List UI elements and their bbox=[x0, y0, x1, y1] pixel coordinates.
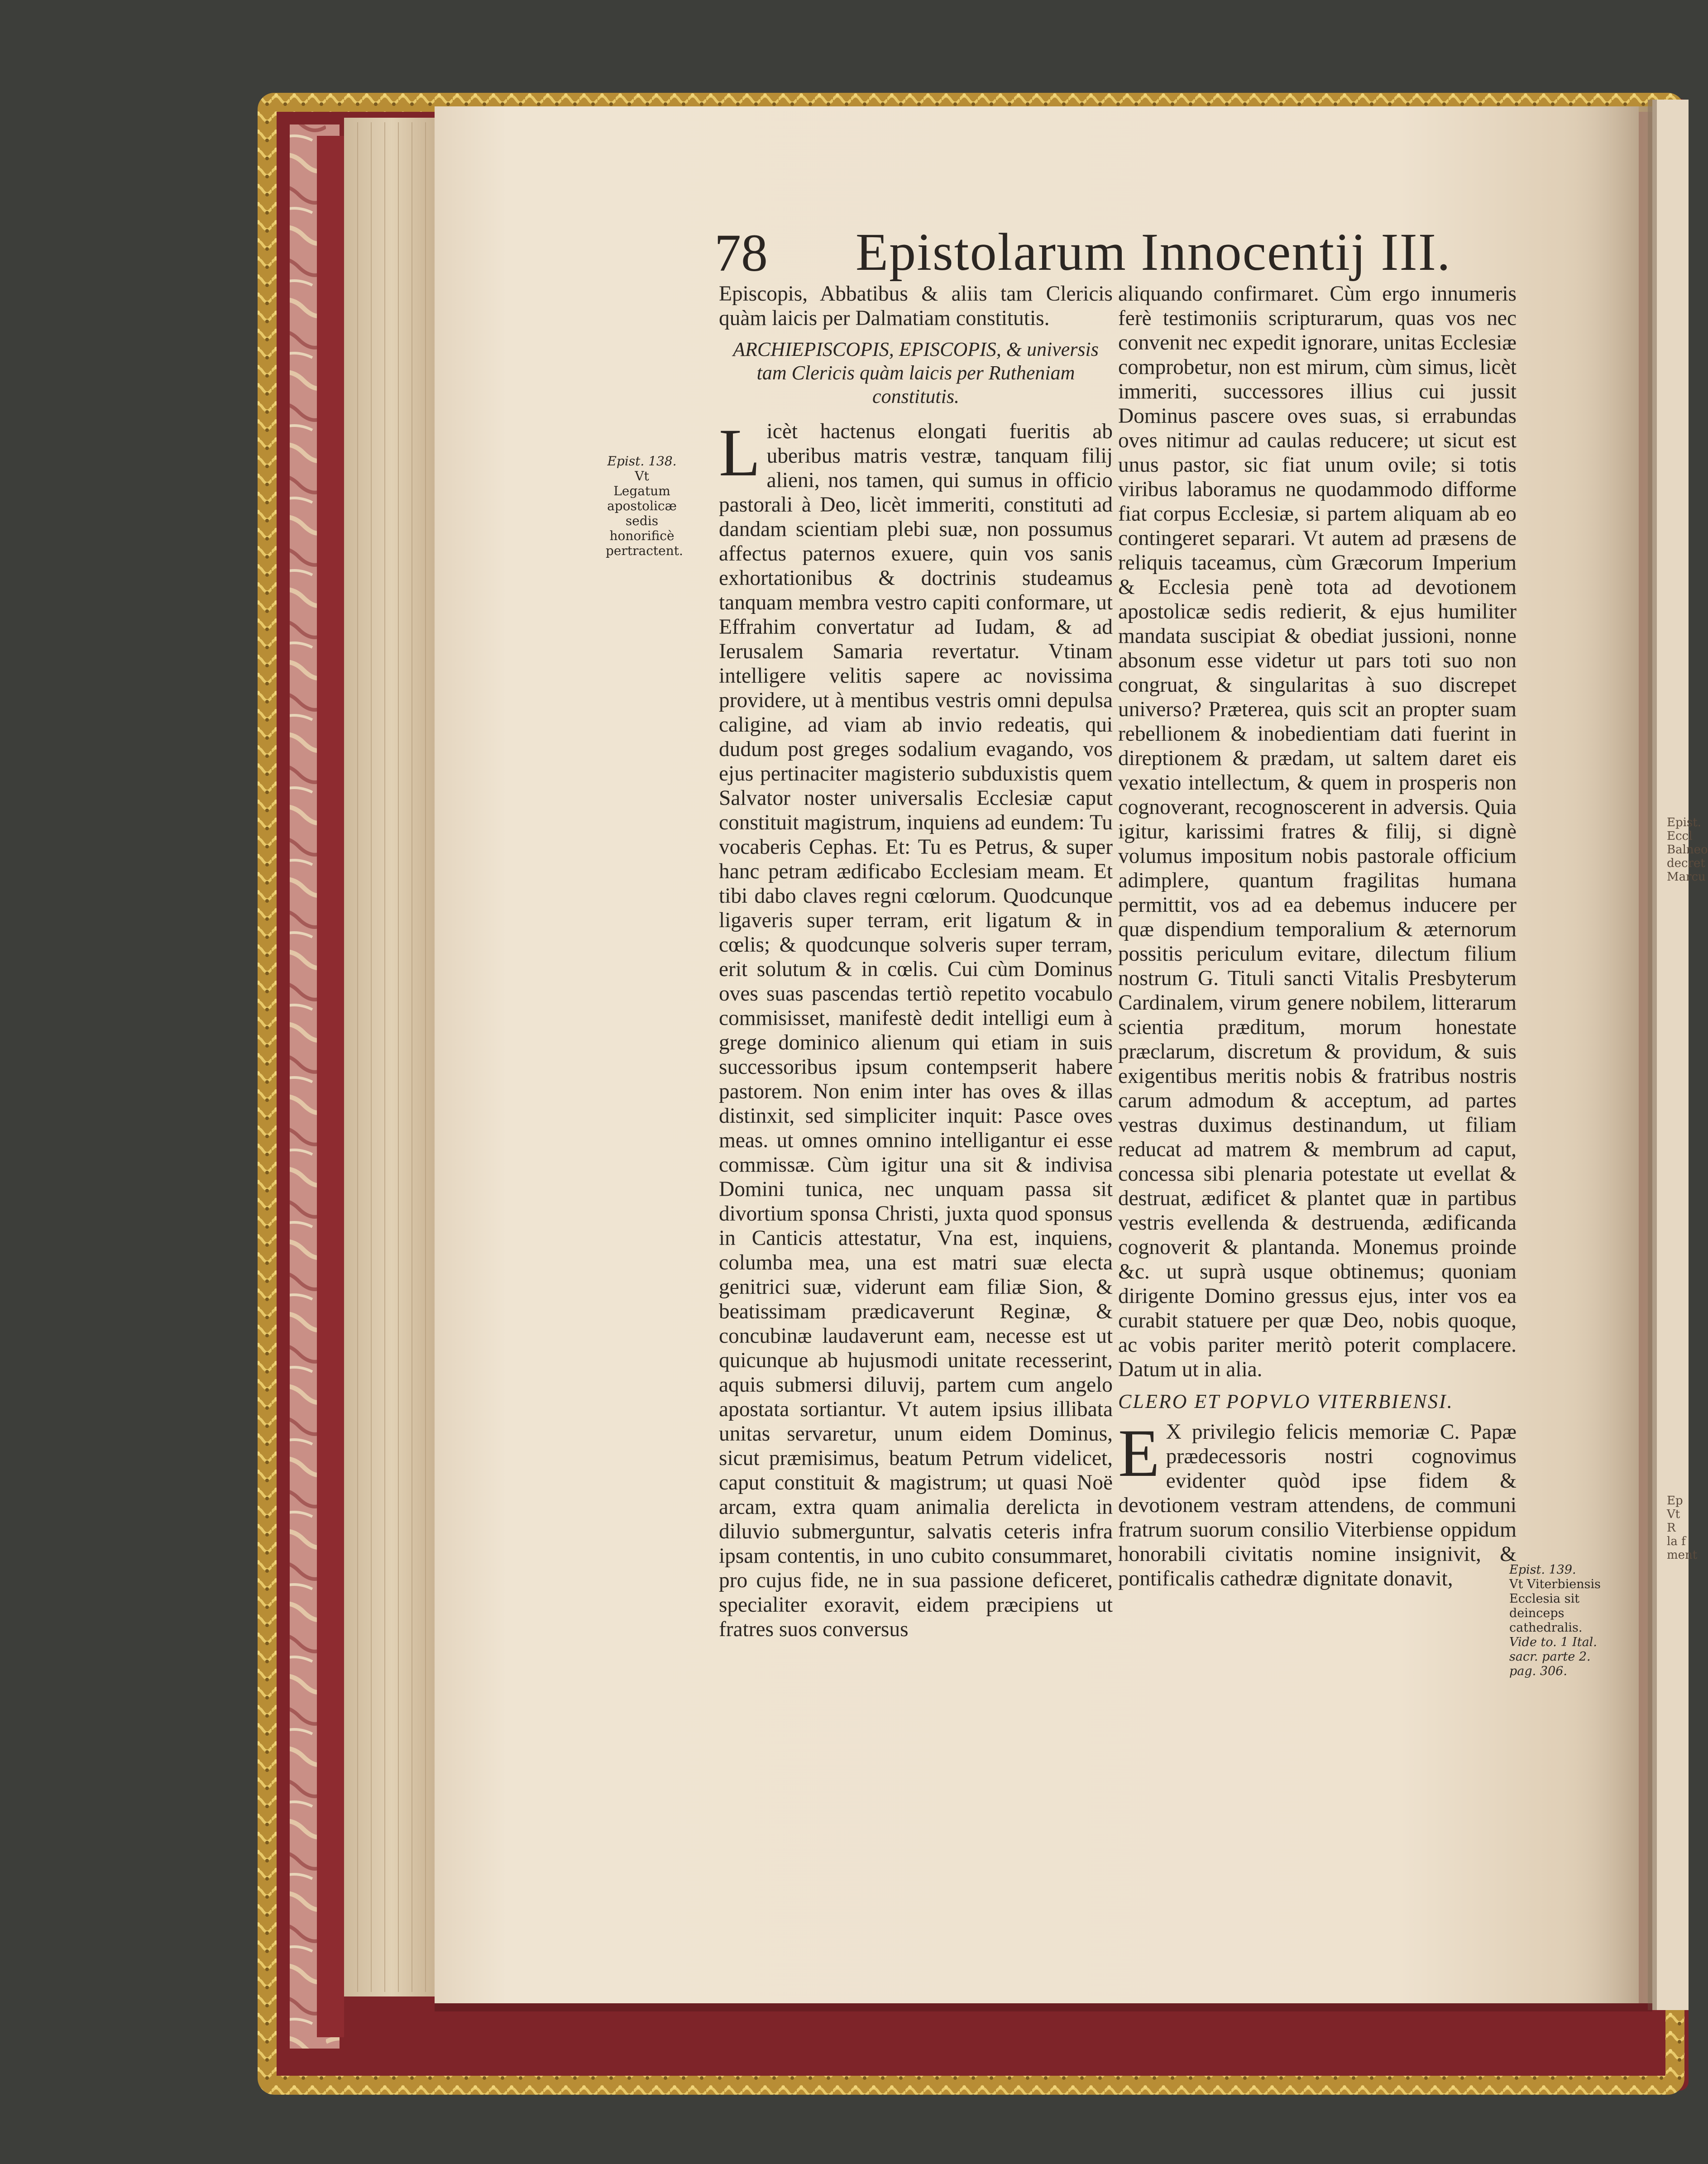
letter-continuation-text: aliquando confirmaret. Cùm ergo innumeris ferè testimoniis scripturarum, quas vos nec convenit nec expedit ignorare, unitas Ecclesiæ comprobetur, non est mirum, cùm simus, licèt immeriti, successores illius cui jussit Dominus pascere oves suas, si errabundas oves nitimur ad caulas reducere; ut sicut est unus pastor, sic fiat unum ovile; si totis viribus laboramus ne quodammodo difforme fiat corpus Ecclesiæ, si partem aliquam ab eo contingeret separari. Vt autem ad præsens de reliquis taceamus, cùm Græcorum Imperium & Ecclesia penè tota ad devotionem apostolicæ sedis redierit, & ejus humiliter mandata suscipiat & obediat jussioni, nonne absonum esse videtur ut pars toti suo non congruat, & singularitas à suo discrepet universo? Præterea, quis scit an propter suam rebellionem & inobedientiam dati fuerint in direptionem & prædam, ut saltem daret eis vexatio intellectum, & quem in prosperis non cognoverant, recognoscerent in adversis. Quia igitur, karissimi fratres & filij, si dignè volumus impositum nobis pastorale officium adimplere, quantum fragilitas humana permittit, vos ad ea debemus inducere per quæ dispendium temporalium & æternorum possitis periculum evitare, dilectum filium nostrum G. Tituli sancti Vitalis Presbyterum Cardinalem, virum genere nobilem, litterarum scientia præditum, morum honestate præclarum, discretum & providum, & suis exigentibus meritis nobis & fratribus nostris carum admodum & acceptum, ad partes vestras duximus destinandum, ut filiam reducat ad matrem & membrum ad caput, concessa sibi plenaria potestate ut evellat & destruat, ædificet & plantet quæ in partibus vestris evellenda & destruenda, ædificanda cognoverit & plantanda. Monemus proinde &c. ut suprà usque obtinemus; quoniam dirigente Domino gressus ejus, inter vos ea curabit statuere per quæ Deo, nobis quoque, ac vobis pariter meritò poterit complacere. Datum ut in alia. bbox=[1118, 282, 1517, 1381]
drop-cap-e: E bbox=[1118, 1416, 1160, 1491]
margin-note-text: Vt Legatum apostolicæ sedis honorificè pertractent. bbox=[606, 469, 683, 558]
margin-note-text: Vt Viterbiensis Ecclesia sit deinceps cathedralis. bbox=[1509, 1577, 1601, 1635]
letter-body-viterbo bbox=[1118, 1416, 1517, 1591]
section-heading-viterbo: CLERO ET POPVLO VITERBIENSI. bbox=[1118, 1390, 1454, 1412]
page-number: 78 bbox=[714, 223, 768, 282]
right-column bbox=[1118, 282, 1517, 1591]
next-page-margin-note-2: Ep Vt R la f ment bbox=[1667, 1494, 1698, 1562]
left-column bbox=[719, 282, 1113, 1642]
margin-note-epist-139 bbox=[1509, 1563, 1618, 1679]
letter-body-ruthenia bbox=[719, 415, 1113, 1642]
letter-body-ruthenia-text: icèt hactenus elongati fueritis ab uberibus matris vestræ, tanquam filij alieni, nos tamen, qui sumus in officio pastorali à Deo, licèt immeriti, constituti ad dandam scientiam plebi suæ, non possumus affectus paternos exuere, quin vos sanis exhortationibus & doctrinis studeamus tanquam membra vestro capiti conformare, ut Effrahim convertatur ad Iudam, & ad Ierusalem Samaria revertatur. Vtinam intelligere velitis sapere ac novissima providere, ut à mentibus vestris omni depulsa caligine, ad viam ab invio redeatis, qui dudum post greges sodalium evagando, vos ejus pertinaciter magisterio subduxistis quem Salvator noster universalis Ecclesiæ caput constituit magistrum, inquiens ad eundem: Tu vocaberis Cephas. Et: Tu es Petrus, & super hanc petram ædificabo Ecclesiam meam. Et tibi dabo claves regni cœlorum. Quodcunque ligaveris super terram, erit ligatum & in cœlis; & quodcunque solveris super terram, erit solutum & in cœlis. Cui cùm Dominus oves suas pascendas tertiò repetito vocabulo commisisset, manifestè dedit intelligi eum à grege dominico alienum qui etiam in suis successoribus ipsum contempserit habere pastorem. Non enim inter has oves & illas distinxit, sed simpliciter inquit: Pasce oves meas. ut omnes omnino intelligantur ei esse commissæ. Cùm igitur una sit & indivisa Domini tunica, nec unquam passa sit divortium sponsa Christi, juxta quod sponsus in Canticis attestatur, Vna est, inquiens, columba mea, una est matri suæ electa genitrici suæ, viderunt eam filiæ Sion, & beatissimam prædicaverunt Reginæ, & concubinæ laudaverunt eam, necesse est ut quicunque ab hujusmodi unitate recesserint, aquis submersi diluvij, partem cum angelo apostata sortiantur. Vt autem ipsius illibata unitas servaretur, unum eidem Dominus, sicut præmisimus, beatum Petrum videlicet, caput constituit & magistrum; ut quasi Noë arcam, extra quam animalia derelicta in diluvio submerguntur, salvatis ceteris infra ipsam contentis, in uno cubito consummaret, pro cujus fide, ne in sua passione deficeret, specialiter exoravit, eidem præcipiens ut fratres suos conversus bbox=[719, 420, 1113, 1641]
section-heading-ruthenia: ARCHIEPISCOPIS, EPISCOPIS, & universis tam Clericis quàm laicis per Rutheniam constitutis. bbox=[733, 338, 1099, 407]
margin-note-epist-138 bbox=[606, 454, 683, 558]
drop-cap-l: L bbox=[719, 415, 761, 490]
left-intro-text: Episcopis, Abbatibus & aliis tam Clericis quàm laicis per Dalmatiam constitutis. bbox=[719, 282, 1113, 330]
margin-note-ref: Epist. 139. bbox=[1509, 1563, 1576, 1577]
next-page-margin-note-1: Epist. Eccl Balneo decret Marcu bbox=[1667, 816, 1708, 884]
margin-note-vide: Vide to. 1 Ital. sacr. parte 2. pag. 306. bbox=[1509, 1635, 1597, 1678]
letter-body-viterbo-text: X privilegio felicis memoriæ C. Papæ prædecessoris nostri cognovimus evidenter quòd ipse fidem & devotionem vestram attendens, de communi fratrum suorum consilio Viterbiense oppidum honorabili civitatis nomine insignivit, & pontificalis cathedræ dignitate donavit, bbox=[1118, 1420, 1517, 1590]
running-title: Epistolarum Innocentij III. bbox=[856, 222, 1451, 282]
margin-note-ref: Epist. 138. bbox=[607, 454, 677, 469]
